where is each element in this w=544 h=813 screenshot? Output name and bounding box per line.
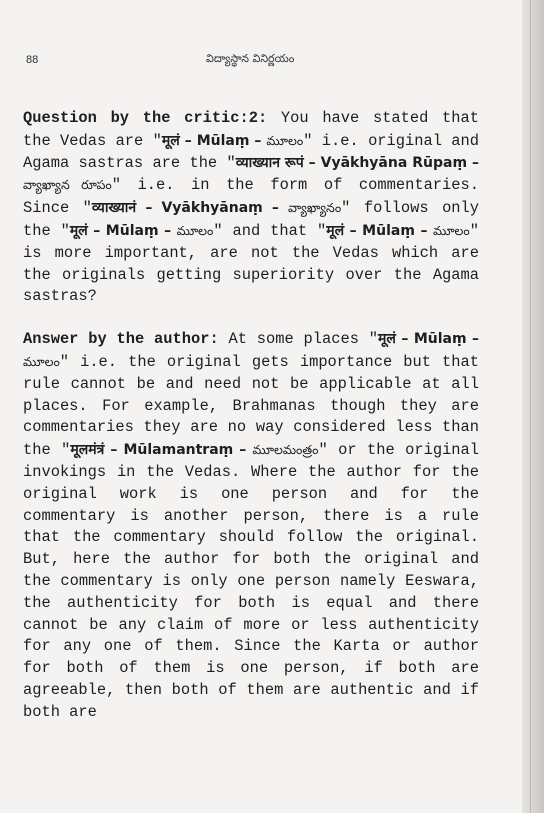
running-title: విద్యాస్థాన వినిర్ణయం xyxy=(206,52,295,65)
dash: – xyxy=(136,200,162,217)
devanagari-term: मूलं xyxy=(326,222,345,239)
dash: – xyxy=(233,442,253,459)
page-header xyxy=(26,52,482,72)
text: " follows only the " xyxy=(23,199,480,240)
telugu-term: మూలం xyxy=(432,222,470,238)
telugu-term: మూలం xyxy=(23,353,60,369)
dash: – xyxy=(414,222,433,239)
dash: – xyxy=(303,154,321,171)
page-edge xyxy=(522,0,544,813)
dash: – xyxy=(466,331,479,348)
roman-term: Vyākhyāna Rūpaṃ xyxy=(320,154,468,171)
text: " and that " xyxy=(213,221,327,240)
telugu-term: మూలం xyxy=(266,132,304,148)
telugu-term: మూలం xyxy=(176,222,214,238)
text: " i.e. in the form of commentaries. Since " xyxy=(23,176,479,218)
dash: – xyxy=(395,331,414,348)
answer-paragraph xyxy=(23,329,479,723)
text: " i.e. the original gets importance but that rule cannot be and need not be applicable at all places. For example, Brahmanas though they are commentaries they are no way considered less than the " xyxy=(23,352,479,460)
roman-term: Vyākhyānaṃ xyxy=(161,200,263,217)
text: " is more important, are not the Vedas which are the originals getting superiority over the Agama sastras? xyxy=(23,221,480,306)
text: You have stated that the Vedas are " xyxy=(23,109,479,150)
dash: – xyxy=(344,222,363,239)
question-paragraph xyxy=(23,108,479,308)
roman-term: Mūlaṃ xyxy=(413,331,467,348)
dash: – xyxy=(249,132,267,149)
devanagari-term: मूलं xyxy=(69,222,88,239)
page-edge-line xyxy=(530,0,531,813)
question-lead: Question by the critic:2: xyxy=(23,109,268,127)
dash: – xyxy=(467,154,479,171)
roman-term: Mūlaṃ xyxy=(362,222,415,239)
text: At some places " xyxy=(218,330,379,349)
text: " i.e. original and Agama sastras are the " xyxy=(23,131,480,172)
roman-term: Mūlaṃ xyxy=(196,132,250,149)
answer-lead: Answer by the author: xyxy=(23,330,219,349)
telugu-term: మూలమంత్రం xyxy=(252,442,319,458)
devanagari-term: मूलं xyxy=(378,331,396,348)
dash: – xyxy=(87,222,106,239)
devanagari-term: मूलमंत्रं xyxy=(70,442,105,459)
text: " or the original invokings in the Vedas. Where the author for the original work is one person and for the commentary is another person, there is a rule that the commentary should follow the original. But, here the author for both the original and the commentary is only one person namely Eeswara, the authenticity for both is equal and there cannot be any claim of more or less authenticity for any one of them. Since the Karta or author for both of them is one person, if both are agreeable, then both of them are authentic and if both are xyxy=(23,441,480,721)
devanagari-term: मूलं xyxy=(161,132,180,149)
devanagari-term: व्याख्यान रूपं xyxy=(235,154,304,171)
page-number: 88 xyxy=(26,54,39,66)
dash: – xyxy=(179,132,197,149)
body-text xyxy=(23,108,479,745)
roman-term: Mūlamantraṃ xyxy=(123,442,234,459)
dash: – xyxy=(262,200,289,217)
telugu-term: వ్యాఖ్యానం xyxy=(288,200,342,216)
devanagari-term: व्याख्यानं xyxy=(91,200,137,217)
roman-term: Mūlaṃ xyxy=(105,222,159,239)
dash: – xyxy=(158,222,177,239)
dash: – xyxy=(104,442,124,459)
telugu-term: వ్యాఖ్యాన రూపం xyxy=(23,177,112,193)
